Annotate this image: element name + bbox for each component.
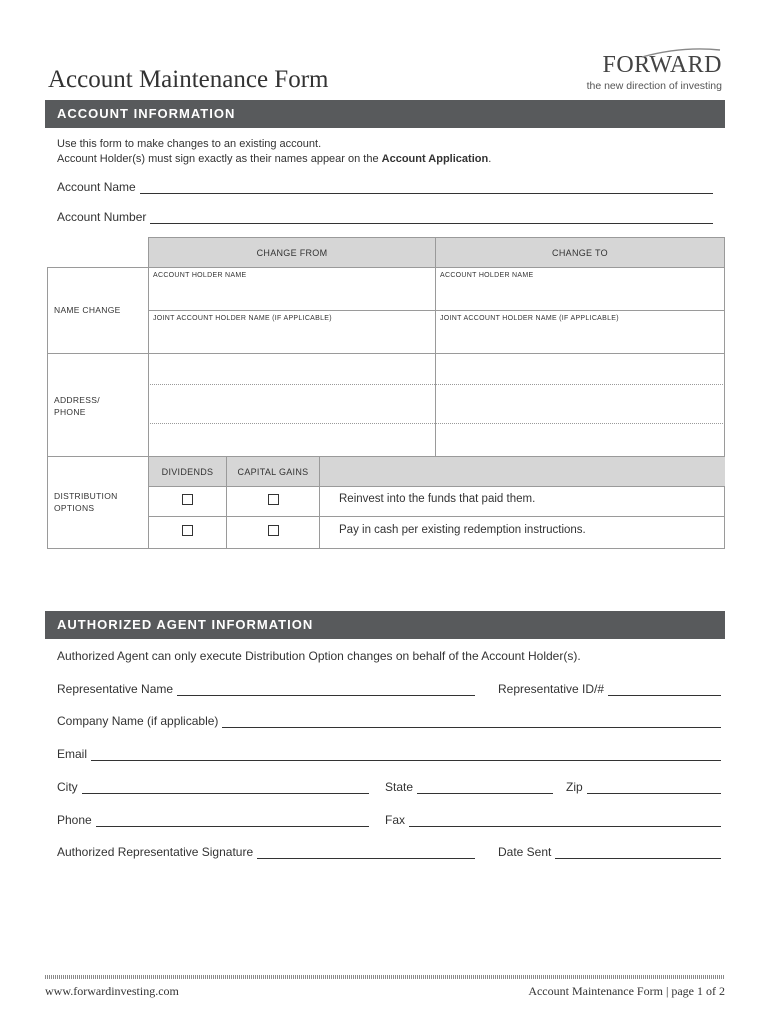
from-joint-holder-name-label: JOINT ACCOUNT HOLDER NAME (IF APPLICABLE) [153,315,332,322]
company-name-input-line[interactable] [222,716,721,728]
to-account-holder-name-label: ACCOUNT HOLDER NAME [440,272,534,279]
change-table [47,237,725,549]
date-sent-field[interactable] [498,845,721,859]
city-input-line[interactable] [82,782,369,794]
company-name-label: Company Name (if applicable) [57,714,219,728]
section-heading-authorized-agent: AUTHORIZED AGENT INFORMATION [45,611,725,639]
reinvest-dividends-checkbox[interactable] [182,494,193,505]
phone-field[interactable] [57,813,369,827]
company-logo [587,52,722,92]
state-label: State [385,780,414,794]
state-input-line[interactable] [417,782,553,794]
email-label: Email [57,747,88,761]
option-reinvest-label: Reinvest into the funds that paid them. [339,493,536,505]
option-cash-label: Pay in cash per existing redemption instructions. [339,524,586,536]
date-sent-input-line[interactable] [555,847,721,859]
company-name-field[interactable] [57,714,721,728]
intro-line-2: Account Holder(s) must sign exactly as their names appear on the Account Application. [57,153,492,165]
zip-label: Zip [566,780,583,794]
footer-divider [45,975,725,979]
rep-id-field[interactable] [498,682,721,696]
phone-input-line[interactable] [96,815,369,827]
phone-label: Phone [57,813,92,827]
email-input-line[interactable] [91,749,721,761]
rep-id-label: Representative ID/# [498,682,605,696]
agent-note: Authorized Agent can only execute Distribution Option changes on behalf of the Account Holder(s). [57,649,581,663]
row-label-address-phone: ADDRESS/ PHONE [54,395,100,417]
rep-name-input-line[interactable] [177,684,475,696]
rep-name-field[interactable] [57,682,475,696]
fax-field[interactable] [385,813,721,827]
date-sent-label: Date Sent [498,845,552,859]
logo-wordmark: FORWARD [602,52,722,78]
to-joint-holder-name-label: JOINT ACCOUNT HOLDER NAME (IF APPLICABLE) [440,315,619,322]
intro-line-1: Use this form to make changes to an existing account. [57,138,322,150]
column-header-change-to: CHANGE TO [436,238,724,267]
fax-label: Fax [385,813,406,827]
footer-website-link[interactable]: www.forwardinvesting.com [45,984,179,998]
column-header-change-from: CHANGE FROM [149,238,435,267]
account-application-emphasis: Account Application [381,153,489,165]
rep-id-input-line[interactable] [608,684,721,696]
account-number-input-line[interactable] [150,212,713,224]
city-field[interactable] [57,780,369,794]
logo-tagline: the new direction of investing [586,80,722,92]
logo-swoosh-icon [632,48,722,58]
section-heading-account-information: ACCOUNT INFORMATION [45,100,725,128]
column-header-capital-gains: CAPITAL GAINS [237,466,309,477]
account-name-label: Account Name [57,180,136,194]
cash-dividends-checkbox[interactable] [182,525,193,536]
intro-text [57,137,491,167]
from-account-holder-name-label: ACCOUNT HOLDER NAME [153,272,247,279]
signature-label: Authorized Representative Signature [57,845,254,859]
email-field[interactable] [57,747,721,761]
state-field[interactable] [385,780,553,794]
row-label-distribution-options: DISTRIBUTION OPTIONS [54,491,118,513]
account-name-input-line[interactable] [140,182,713,194]
zip-input-line[interactable] [587,782,721,794]
cash-capital-gains-checkbox[interactable] [268,525,279,536]
signature-field[interactable] [57,845,475,859]
rep-name-label: Representative Name [57,682,174,696]
page-title: Account Maintenance Form [48,66,329,93]
account-number-label: Account Number [57,210,147,224]
zip-field[interactable] [566,780,721,794]
column-header-dividends: DIVIDENDS [161,466,214,477]
account-name-field[interactable] [57,180,713,194]
footer-page-info: Account Maintenance Form | page 1 of 2 [528,984,725,998]
reinvest-capital-gains-checkbox[interactable] [268,494,279,505]
city-label: City [57,780,78,794]
signature-input-line[interactable] [257,847,475,859]
account-number-field[interactable] [57,210,713,224]
fax-input-line[interactable] [409,815,721,827]
row-label-name-change: NAME CHANGE [54,305,121,315]
